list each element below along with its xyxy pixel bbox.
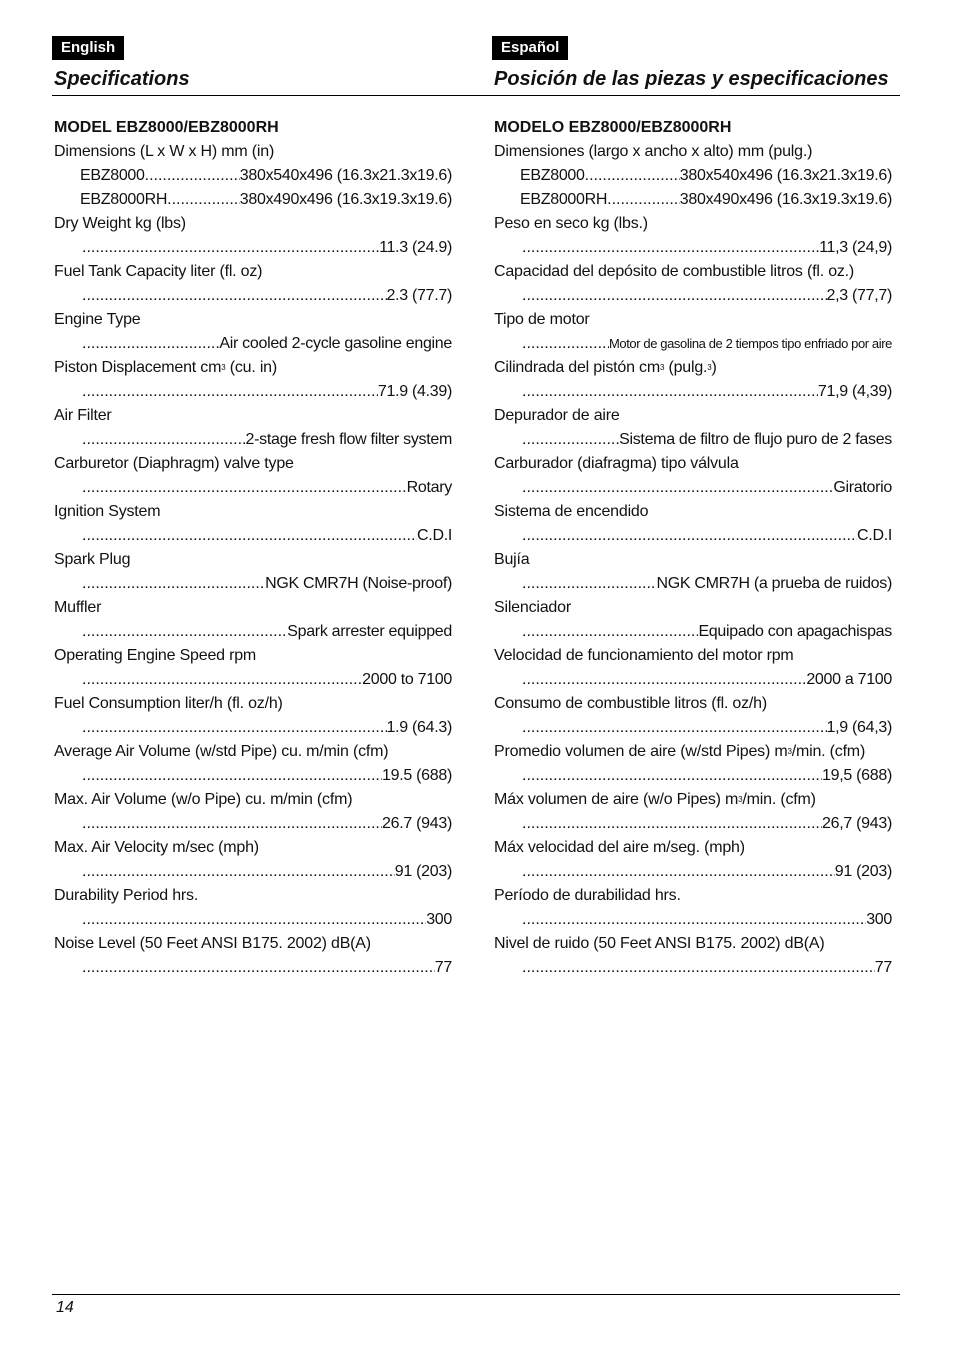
spec-value: Giratorio — [833, 479, 892, 496]
spec-value: 71.9 (4.39) — [377, 383, 452, 400]
spec-label: Air Filter — [54, 407, 112, 424]
spec-value: 19,5 (688) — [822, 767, 892, 784]
specs-list-spanish — [494, 118, 892, 980]
spec-value-row — [54, 668, 452, 692]
spec-value: Spark arrester equipped — [287, 623, 452, 640]
spec-value: 71,9 (4,39) — [817, 383, 892, 400]
spec-label: Piston Displacement $cm^3$ (cu. in) — [54, 359, 278, 376]
spec-value: C.D.I — [857, 527, 892, 544]
dimension-value: 380x490x496 (16.3x19.3x19.6) — [679, 191, 892, 208]
spec-value: Sistema de filtro de flujo puro de 2 fases — [619, 431, 892, 448]
spec-value: Motor de gasolina de 2 tiempos tipo enfriado por aire — [608, 336, 892, 351]
english-header — [54, 36, 452, 91]
spec-value-row — [494, 668, 892, 692]
spec-value-row — [54, 380, 452, 404]
dimension-row — [494, 164, 892, 188]
spec-label: Max. Air Volume (w/o Pipe) cu. m/min (cfm) — [54, 791, 353, 808]
spec-label: Carburador (diafragma) tipo válvula — [494, 455, 739, 472]
spec-value: Rotary — [406, 479, 452, 496]
language-tag-english: English — [52, 36, 124, 60]
spec-label: Average Air Volume (w/std Pipe) cu. m/min (cfm) — [54, 743, 389, 760]
spec-value: 1.9 (64.3) — [386, 719, 452, 736]
spec-label: Engine Type — [54, 311, 141, 328]
spec-label: Max. Air Velocity m/sec (mph) — [54, 839, 259, 856]
spec-label: Silenciador — [494, 599, 571, 616]
spec-value: C.D.I — [417, 527, 452, 544]
spec-value: 2-stage fresh flow filter system — [245, 431, 452, 448]
spec-label: Peso en seco kg (lbs.) — [494, 215, 648, 232]
spec-label: Durability Period hrs. — [54, 887, 199, 904]
spec-label: Spark Plug — [54, 551, 131, 568]
spec-value: 300 — [866, 911, 892, 928]
spec-label: Carburetor (Diaphragm) valve type — [54, 455, 294, 472]
spec-value-row — [54, 620, 452, 644]
spec-label: Máx velocidad del aire m/seg. (mph) — [494, 839, 745, 856]
model-heading: MODEL EBZ8000/EBZ8000RH — [54, 119, 279, 136]
spec-label: Noise Level (50 Feet ANSI B175. 2002) dB(A) — [54, 935, 371, 952]
dimension-row — [54, 188, 452, 212]
spec-value: 11.3 (24.9) — [379, 239, 452, 256]
spec-label: Máx volumen de aire (w/o Pipes) $m^3/\min$. (cfm) — [494, 791, 816, 808]
spec-value: NGK CMR7H (Noise-proof) — [265, 575, 452, 592]
spec-value-row — [54, 572, 452, 596]
spec-label: Depurador de aire — [494, 407, 620, 424]
spec-value: Air cooled 2-cycle gasoline engine — [219, 335, 452, 352]
spec-label: Período de durabilidad hrs. — [494, 887, 681, 904]
spec-label: Nivel de ruido (50 Feet ANSI B175. 2002) dB(A) — [494, 935, 825, 952]
spec-label: Muffler — [54, 599, 102, 616]
spec-value-row — [494, 332, 892, 356]
spec-label: Ignition System — [54, 503, 161, 520]
spec-label: Fuel Tank Capacity liter (fl. oz) — [54, 263, 263, 280]
spec-value-row — [54, 236, 452, 260]
page-number: 14 — [56, 1299, 74, 1316]
spec-value: 2000 a 7100 — [806, 671, 892, 688]
spec-value-row — [54, 476, 452, 500]
spec-value: 91 (203) — [834, 863, 892, 880]
spec-value: 300 — [426, 911, 452, 928]
spec-value: 91 (203) — [394, 863, 452, 880]
spec-value-row — [54, 812, 452, 836]
dimensions-label: Dimensions (L x W x H) mm (in) — [54, 143, 275, 160]
spec-value: 11,3 (24,9) — [819, 239, 892, 256]
spec-label: Operating Engine Speed rpm — [54, 647, 257, 664]
spec-value-row — [54, 428, 452, 452]
spec-value-row — [494, 620, 892, 644]
spec-label: Tipo de motor — [494, 311, 590, 328]
spec-value-row — [54, 860, 452, 884]
dimension-model: EBZ8000RH — [80, 191, 168, 208]
dimensions-label: Dimensiones (largo x ancho x alto) mm (pulg.) — [494, 143, 813, 160]
spec-value: 26.7 (943) — [382, 815, 452, 832]
spec-value-row — [494, 428, 892, 452]
dimension-model: EBZ8000RH — [520, 191, 608, 208]
section-title-spanish: Posición de las piezas y especificaciones — [494, 68, 889, 90]
language-tag-spanish: Español — [492, 36, 568, 60]
spec-label: Capacidad del depósito de combustible litros (fl. oz.) — [494, 263, 855, 280]
spec-value-row — [54, 908, 452, 932]
spec-value-row — [494, 956, 892, 980]
spec-label: Cilindrada del pistón $cm^3$ (pulg.$^3$) — [494, 359, 717, 376]
spec-value: 1,9 (64,3) — [826, 719, 892, 736]
dimension-value: 380x540x496 (16.3x21.3x19.6) — [239, 167, 452, 184]
spec-value-row — [54, 284, 452, 308]
spec-value: 2.3 (77.7) — [386, 287, 452, 304]
dimension-row — [494, 188, 892, 212]
dimension-row — [54, 164, 452, 188]
footer-divider — [52, 1294, 900, 1295]
spec-label: Sistema de encendido — [494, 503, 649, 520]
spec-value-row — [54, 716, 452, 740]
spec-value: 77 — [874, 959, 892, 976]
spec-value: 77 — [434, 959, 452, 976]
spec-value-row — [494, 812, 892, 836]
spec-value-row — [494, 524, 892, 548]
spec-value-row — [494, 284, 892, 308]
spec-value-row — [494, 572, 892, 596]
spec-value-row — [494, 908, 892, 932]
dimension-value: 380x540x496 (16.3x21.3x19.6) — [679, 167, 892, 184]
spec-label: Dry Weight kg (lbs) — [54, 215, 186, 232]
dimension-model: EBZ8000 — [80, 167, 145, 184]
spec-value: 2,3 (77,7) — [826, 287, 892, 304]
spec-value: NGK CMR7H (a prueba de ruidos) — [656, 575, 892, 592]
spec-value-row — [494, 380, 892, 404]
spec-value: 19.5 (688) — [382, 767, 452, 784]
spec-value: 2000 to 7100 — [362, 671, 452, 688]
spec-value-row — [494, 716, 892, 740]
spec-value-row — [54, 956, 452, 980]
dimension-value: 380x490x496 (16.3x19.3x19.6) — [239, 191, 452, 208]
spec-label: Consumo de combustible litros (fl. oz/h) — [494, 695, 768, 712]
model-heading: MODELO EBZ8000/EBZ8000RH — [494, 119, 732, 136]
dimension-model: EBZ8000 — [520, 167, 585, 184]
spec-label: Promedio volumen de aire (w/std Pipes) $m^3/\min$. (cfm) — [494, 743, 866, 760]
spec-value-row — [494, 764, 892, 788]
spec-label: Bujía — [494, 551, 530, 568]
spec-value-row — [54, 524, 452, 548]
spec-value: 26,7 (943) — [822, 815, 892, 832]
specs-list-english — [54, 118, 452, 980]
spec-value-row — [494, 236, 892, 260]
spanish-header — [494, 36, 892, 91]
spec-value-row — [494, 476, 892, 500]
spec-value-row — [54, 332, 452, 356]
spec-value-row — [54, 764, 452, 788]
spec-value-row — [494, 860, 892, 884]
spec-value: Equipado con apagachispas — [698, 623, 892, 640]
spec-label: Velocidad de funcionamiento del motor rpm — [494, 647, 794, 664]
section-title-english: Specifications — [54, 68, 190, 90]
spec-label: Fuel Consumption liter/h (fl. oz/h) — [54, 695, 283, 712]
header-divider — [52, 95, 900, 96]
